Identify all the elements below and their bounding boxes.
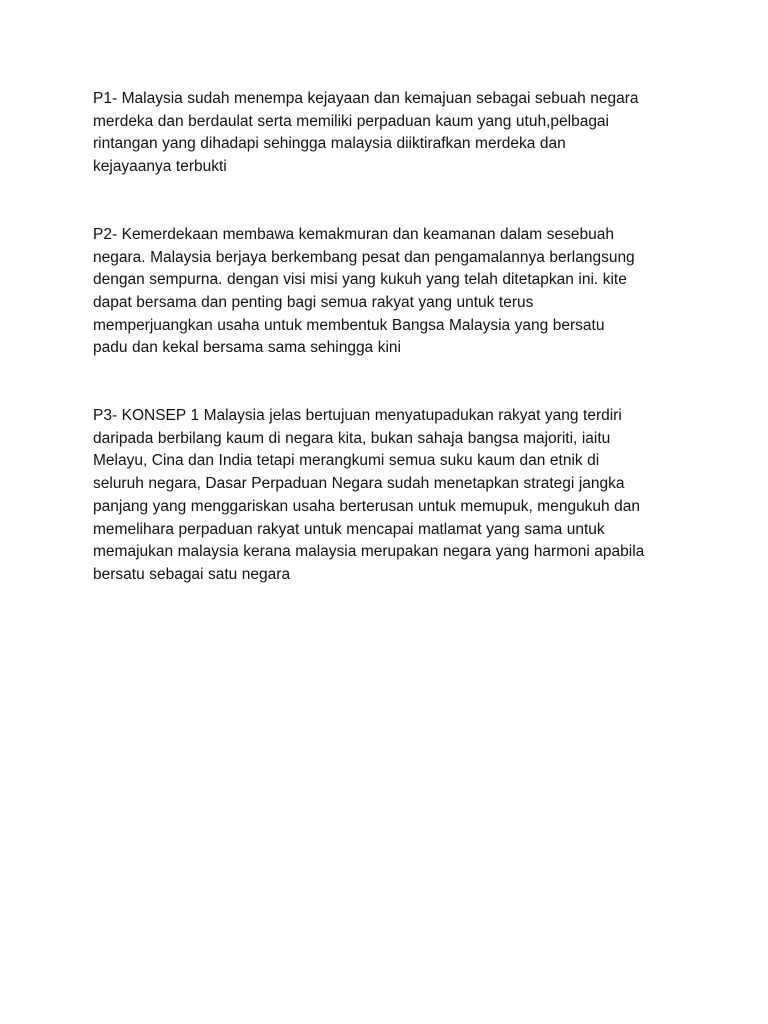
document-body: [93, 88, 703, 632]
paragraph-p1: P1- Malaysia sudah menempa kejayaan dan kemajuan sebagai sebuah negara merdeka dan berdaulat serta memiliki perpaduan kaum yang utuh,pelbagai rintangan yang dihadapi sehingga malaysia diiktirafkan merdeka dan kejayaanya terbukti: [93, 90, 639, 176]
paragraph-p2: P2- Kemerdekaan membawa kemakmuran dan keamanan dalam sesebuah negara. Malaysia berjaya berkembang pesat dan pengamalannya berlangsung dengan sempurna. dengan visi misi yang kukuh yang telah ditetapkan ini. kite dapat bersama dan penting bagi semua rakyat yang untuk terus memperjuangkan usaha untuk membentuk Bangsa Malaysia yang bersatu padu dan kekal bersama sama sehingga kini: [93, 225, 635, 357]
paragraph-p3: P3- KONSEP 1 Malaysia jelas bertujuan menyatupadukan rakyat yang terdiri daripada berbilang kaum di negara kita, bukan sahaja bangsa majoriti, iaitu Melayu, Cina dan India tetapi merangkumi semua suku kaum dan etnik di seluruh negara, Dasar Perpaduan Negara sudah menetapkan strategi jangka panjang yang menggariskan usaha berterusan untuk memupuk, mengukuh dan memelihara perpaduan rakyat untuk mencapai matlamat yang sama untuk memajukan malaysia kerana malaysia merupakan negara yang harmoni apabila bersatu sebagai satu negara: [93, 407, 645, 583]
